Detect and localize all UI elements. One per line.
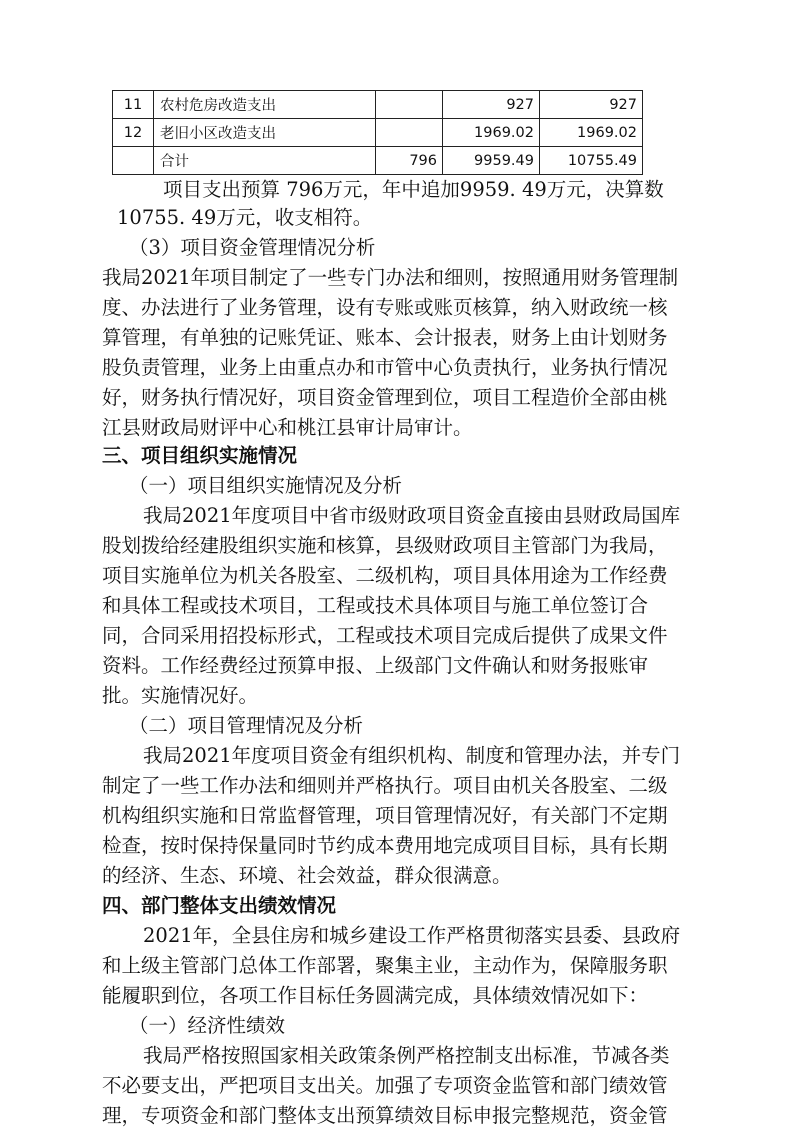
row-item-name: 老旧小区改造支出: [154, 119, 376, 147]
paragraph-line: 江县财政局财评中心和桃江县审计局审计。: [102, 416, 473, 439]
subsection-heading: （3）项目资金管理情况分析: [129, 236, 376, 259]
subsection-heading: （一）经济性绩效: [129, 1014, 286, 1037]
paragraph-line: 我局2021年度项目资金有组织机构、制度和管理办法，并专门: [143, 744, 681, 767]
row-item-name: 农村危房改造支出: [154, 91, 376, 119]
row-final: 927: [540, 91, 643, 119]
paragraph-line: 项目支出预算 796万元，年中追加9959. 49万元，决算数: [163, 178, 664, 201]
paragraph-line: 机构组织实施和日常监督管理，项目管理情况好，有关部门不定期: [102, 804, 668, 827]
table-total-row: [113, 147, 643, 175]
row-budget: [376, 91, 443, 119]
paragraph-line: 2021年，全县住房和城乡建设工作严格贯彻落实县委、县政府: [143, 924, 681, 947]
paragraph-line: 和上级主管部门总体工作部署，聚集主业，主动作为，保障服务职: [102, 954, 668, 977]
paragraph-line: 度、办法进行了业务管理，设有专账或账页核算，纳入财政统一核: [102, 296, 668, 319]
row-item-name: 合计: [154, 147, 376, 175]
paragraph-line: 股负责管理，业务上由重点办和市管中心负责执行，业务执行情况: [102, 356, 668, 379]
paragraph-line: 制定了一些工作办法和细则并严格执行。项目由机关各股室、二级: [102, 774, 668, 797]
row-final: 10755.49: [540, 147, 643, 175]
paragraph-line: 理，专项资金和部门整体支出预算绩效目标申报完整规范，资金管: [102, 1104, 668, 1127]
paragraph-line: 不必要支出，严把项目支出关。加强了专项资金监管和部门绩效管: [102, 1074, 668, 1097]
table-row: [113, 91, 643, 119]
row-added: 927: [443, 91, 540, 119]
paragraph-line: 好，财务执行情况好，项目资金管理到位，项目工程造价全部由桃: [102, 386, 668, 409]
paragraph-line: 项目实施单位为机关各股室、二级机构，项目具体用途为工作经费: [102, 564, 668, 587]
subsection-heading: （一）项目组织实施情况及分析: [129, 474, 403, 497]
row-budget: 796: [376, 147, 443, 175]
row-index: 11: [113, 91, 154, 119]
paragraph-line: 批。实施情况好。: [102, 684, 259, 707]
section-heading: 四、部门整体支出绩效情况: [102, 894, 337, 917]
project-expenditure-table: [112, 90, 643, 175]
paragraph-line: 能履职到位，各项工作目标任务圆满完成，具体绩效情况如下：: [102, 984, 649, 1007]
subsection-heading: （二）项目管理情况及分析: [129, 714, 364, 737]
paragraph-line: 检查，按时保持保量同时节约成本费用地完成项目目标，具有长期: [102, 834, 668, 857]
row-final: 1969.02: [540, 119, 643, 147]
row-added: 1969.02: [443, 119, 540, 147]
section-heading: 三、项目组织实施情况: [102, 444, 298, 467]
paragraph-line: 同，合同采用招投标形式，工程或技术项目完成后提供了成果文件: [102, 624, 668, 647]
paragraph-line: 资料。工作经费经过预算申报、上级部门文件确认和财务报账审: [102, 654, 649, 677]
row-index: [113, 147, 154, 175]
paragraph-line: 股划拨给经建股组织实施和核算，县级财政项目主管部门为我局，: [102, 534, 668, 557]
paragraph-line: 的经济、生态、环境、社会效益，群众很满意。: [102, 864, 512, 887]
paragraph-line: 我局2021年度项目中省市级财政项目资金直接由县财政局国库: [143, 504, 681, 527]
paragraph-line: 和具体工程或技术项目，工程或技术具体项目与施工单位签订合: [102, 594, 649, 617]
paragraph-line: 我局严格按照国家相关政策条例严格控制支出标准，节减各类: [143, 1044, 670, 1067]
row-index: 12: [113, 119, 154, 147]
paragraph-line: 算管理，有单独的记账凭证、账本、会计报表，财务上由计划财务: [102, 326, 668, 349]
table-row: [113, 119, 643, 147]
paragraph-line: 我局2021年项目制定了一些专门办法和细则，按照通用财务管理制: [102, 266, 679, 289]
row-added: 9959.49: [443, 147, 540, 175]
row-budget: [376, 119, 443, 147]
paragraph-line: 10755. 49万元，收支相符。: [117, 206, 373, 229]
